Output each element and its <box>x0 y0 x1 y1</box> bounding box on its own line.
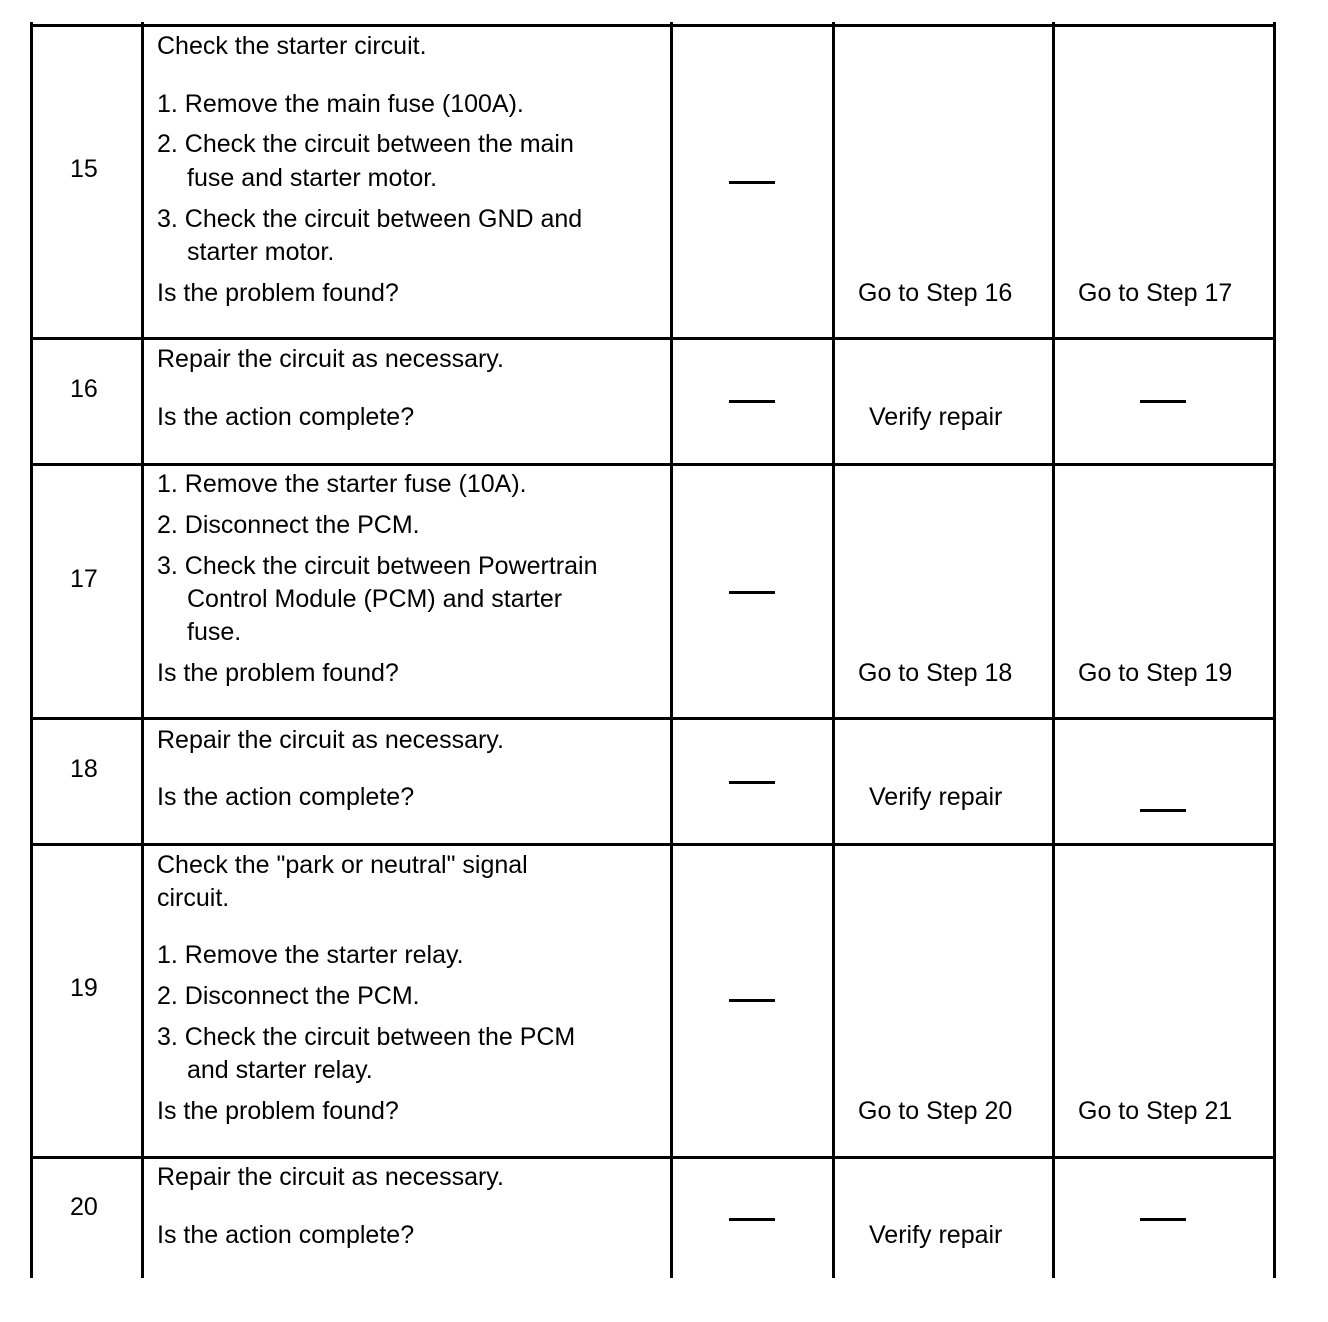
value-dash <box>729 1218 775 1221</box>
action-text: Repair the circuit as necessary. <box>157 1163 504 1191</box>
column-divider-action <box>670 22 673 1278</box>
no-result-dash <box>1140 400 1186 403</box>
value-dash <box>729 999 775 1002</box>
action-question: Is the action complete? <box>157 403 415 431</box>
action-text: circuit. <box>157 884 230 912</box>
step-number: 19 <box>70 974 98 1002</box>
table-border-right <box>1273 22 1276 1278</box>
action-text: 3. Check the circuit between GND and <box>157 205 583 233</box>
value-dash <box>729 400 775 403</box>
action-text: Check the "park or neutral" signal <box>157 851 528 879</box>
action-text: 1. Remove the main fuse (100A). <box>157 90 524 118</box>
row-divider <box>30 24 1276 27</box>
step-number: 20 <box>70 1193 98 1221</box>
step-number: 15 <box>70 155 98 183</box>
action-text: 1. Remove the starter fuse (10A). <box>157 470 527 498</box>
value-dash <box>729 781 775 784</box>
action-text: 3. Check the circuit between Powertrain <box>157 552 598 580</box>
row-divider <box>30 337 1276 340</box>
action-text: Check the starter circuit. <box>157 32 427 60</box>
action-question: Is the problem found? <box>157 1097 399 1125</box>
step-number: 17 <box>70 565 98 593</box>
action-text: Control Module (PCM) and starter <box>187 585 563 613</box>
no-result: Go to Step 17 <box>1078 279 1233 307</box>
action-text: Repair the circuit as necessary. <box>157 726 504 754</box>
value-dash <box>729 591 775 594</box>
action-text: fuse. <box>187 618 242 646</box>
action-text: 1. Remove the starter relay. <box>157 941 464 969</box>
action-text: 2. Disconnect the PCM. <box>157 511 420 539</box>
no-result: Go to Step 19 <box>1078 659 1233 687</box>
value-dash <box>729 181 775 184</box>
table-border-left <box>30 22 33 1278</box>
row-divider <box>30 717 1276 720</box>
yes-result: Go to Step 18 <box>858 659 1013 687</box>
step-number: 18 <box>70 755 98 783</box>
yes-result: Go to Step 20 <box>858 1097 1013 1125</box>
step-number: 16 <box>70 375 98 403</box>
yes-result: Verify repair <box>869 403 1003 431</box>
action-text: 2. Check the circuit between the main <box>157 130 574 158</box>
column-divider-step <box>141 22 144 1278</box>
yes-result: Verify repair <box>869 783 1003 811</box>
action-question: Is the action complete? <box>157 783 415 811</box>
column-divider-value <box>832 22 835 1278</box>
action-text: fuse and starter motor. <box>187 164 438 192</box>
action-text: 2. Disconnect the PCM. <box>157 982 420 1010</box>
action-text: 3. Check the circuit between the PCM <box>157 1023 576 1051</box>
action-question: Is the action complete? <box>157 1221 415 1249</box>
yes-result: Go to Step 16 <box>858 279 1013 307</box>
no-result-dash <box>1140 809 1186 812</box>
yes-result: Verify repair <box>869 1221 1003 1249</box>
row-divider <box>30 1156 1276 1159</box>
column-divider-yes <box>1052 22 1055 1278</box>
action-text: Repair the circuit as necessary. <box>157 345 504 373</box>
action-question: Is the problem found? <box>157 659 399 687</box>
action-question: Is the problem found? <box>157 279 399 307</box>
no-result: Go to Step 21 <box>1078 1097 1233 1125</box>
no-result-dash <box>1140 1218 1186 1221</box>
row-divider <box>30 463 1276 466</box>
row-divider <box>30 843 1276 846</box>
action-text: starter motor. <box>187 238 335 266</box>
action-text: and starter relay. <box>187 1056 373 1084</box>
